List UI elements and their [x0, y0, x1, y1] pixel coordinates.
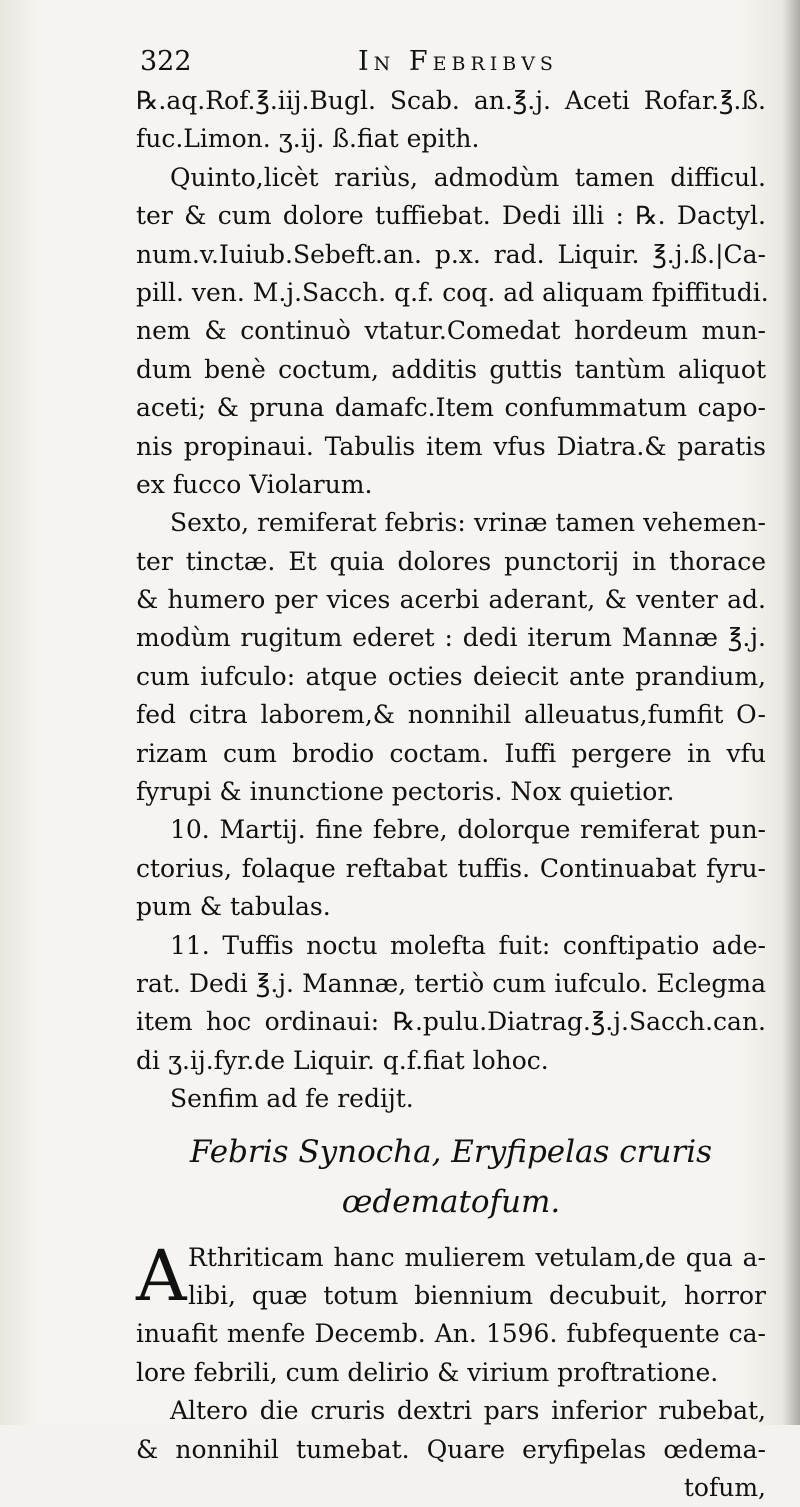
text-line: & nonnihil tumebat. Quare eryfipelas œdema- — [136, 1434, 766, 1464]
text-line: fyrupi & inunctione pectoris. Nox quietior. — [136, 777, 675, 807]
text-line: Quinto,licèt rariùs, admodùm tamen difficul. — [170, 162, 766, 192]
text-line: Altero die cruris dextri pars inferior rubebat, — [170, 1396, 766, 1426]
page-number: 322 — [140, 46, 192, 77]
text-line: ℞.aq.Rof.℥.iij.Bugl. Scab. an.℥.j. Aceti Rofar.℥.ß. — [136, 86, 766, 115]
text-line: item hoc ordinaui: ℞.pulu.Diatrag.℥.j.Sacch.can. — [136, 1007, 766, 1037]
section-title-continued: œdematofum. — [341, 1183, 561, 1220]
text-line: 10. Martij. fine febre, dolorque remiferat pun- — [170, 815, 766, 845]
running-head: In Febribvs — [358, 46, 558, 77]
text-line: aceti; & pruna damafc.Item confummatum capo- — [136, 393, 766, 423]
text-line: fuc.Limon. ʒ.ij. ß.fiat epith. — [136, 124, 480, 154]
text-line: di ʒ.ij.fyr.de Liquir. q.f.fiat lohoc. — [136, 1045, 549, 1075]
text-line: pum & tabulas. — [136, 892, 331, 922]
text-line: 11. Tuffis noctu molefta fuit: conftipatio ade- — [170, 930, 766, 960]
text-line: num.v.Iuiub.Sebeft.an. p.x. rad. Liquir. ℥.j.ß.|Ca- — [136, 239, 766, 269]
text-line: inuafit menfe Decemb. An. 1596. fubfequente ca- — [136, 1319, 766, 1349]
text-line: dum benè coctum, additis guttis tantùm aliquot — [136, 354, 766, 384]
text-line: cum iufculo: atque octies deiecit ante prandium, — [136, 661, 766, 691]
section-title: Febris Synocha, Eryfipelas cruris — [189, 1133, 713, 1170]
page-gutter-shadow — [782, 0, 800, 1425]
text-line: Senfim ad fe rediјt. — [170, 1084, 414, 1114]
text-line: & humero per vices acerbi aderant, & venter ad. — [136, 585, 766, 615]
text-line: tofum, — [683, 1472, 766, 1502]
drop-cap: A — [136, 1234, 187, 1317]
text-line: ter tinctæ. Et quia dolores punctorij in thorace — [136, 546, 766, 576]
page-header — [140, 42, 780, 82]
text-line: Sexto, remiferat febris: vrinæ tamen vehemen- — [170, 508, 766, 538]
text-line: ex fucco Violarum. — [136, 469, 373, 499]
text-line-content: Rthriticam hanc mulierem vetulam,de qua a- — [188, 1242, 766, 1272]
text-line: lore febrili, cum delirio & virium proftratione. — [136, 1357, 719, 1387]
text-line: modùm rugitum ederet : dedi iterum Mannæ ℥.j. — [136, 623, 766, 653]
text-line: nis propinaui. Tabulis item vfus Diatra.& paratis — [136, 431, 766, 461]
text-line: ter & cum dolore tuffiebat. Dedi illi : ℞. Dactyl. — [136, 201, 766, 231]
page-body — [136, 82, 769, 1507]
text-line: rat. Dedi ℥.j. Mannæ, tertiò cum iufculo. Eclegma — [136, 968, 766, 998]
text-line: libi, quæ totum biennium decubuit, horror — [188, 1280, 766, 1310]
text-line: fed citra laborem,& nonnihil alleuatus,fumfit O- — [136, 700, 766, 730]
text-line: rizam cum brodio coctam. Iuffi pergere in vfu — [136, 738, 766, 768]
text-line: pill. ven. M.j.Sacch. q.f. coq. ad aliquam fpiffitudi. — [136, 277, 769, 307]
text-line: ctorius, folaque reftabat tuffis. Continuabat fyru- — [136, 853, 766, 883]
text-line: nem & continuò vtatur.Comedat hordeum mun- — [136, 316, 766, 346]
